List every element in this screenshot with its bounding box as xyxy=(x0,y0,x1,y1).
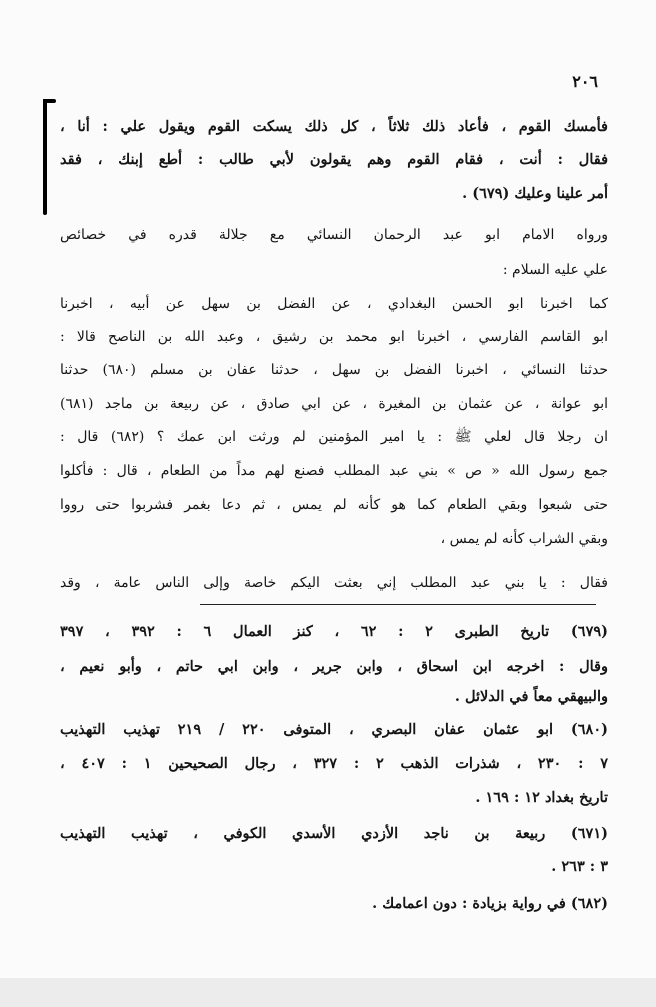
footnote-line-9: (٦٨٢) في رواية بزيادة : دون اعمامك . xyxy=(372,895,608,912)
text-line-3: أمر علينا وعليك (٦٧٩) . xyxy=(462,185,608,202)
text-line-1: فأمسك القوم ، فأعاد ذلك ثلاثاً ، كل ذلك يسكت القوم ويقول علي : أنا ، xyxy=(60,118,608,135)
text-line-6: كما اخبرنا ابو الحسن البغدادي ، عن الفضل بن سهل عن أبيه ، اخبرنا xyxy=(60,296,608,312)
footnote-line-4: (٦٨٠) ابو عثمان عفان البصري ، المتوفى ٢٢٠ / ٢١٩ تهذيب التهذيب xyxy=(60,721,608,738)
footnote-line-8: ٣ : ٢٦٣ . xyxy=(551,858,608,875)
text-line-5: علي عليه السلام : xyxy=(502,262,608,278)
margin-bracket-mark xyxy=(40,98,56,216)
footnote-line-7: (٦٧١) ربيعة بن ناجد الأزدي الأسدي الكوفي ، تهذيب التهذيب xyxy=(60,825,608,842)
text-line-13: وبقي الشراب كأنه لم يمس ، xyxy=(440,531,608,547)
text-line-10: ان رجلا قال لعلي ﷺ : يا امير المؤمنين لم ورثت ابن عمك ؟ (٦٨٢) قال : xyxy=(60,429,608,445)
text-line-14: فقال : يا بني عبد المطلب إني بعثت اليكم خاصة وإلى الناس عامة ، وقد xyxy=(60,575,608,591)
text-line-12: حتى شبعوا وبقي الطعام كما هو كأنه لم يمس ، ثم دعا بغمر فشربوا حتى رووا xyxy=(60,497,608,513)
footnote-line-3: والبيهقي معاً في الدلائل . xyxy=(454,688,608,705)
text-line-9: ابو عوانة ، عن عثمان بن المغيرة ، عن ابي صادق ، عن ربيعة بن ماجد (٦٨١) xyxy=(60,396,608,412)
footnote-line-5: ٧ : ٢٣٠ ، شذرات الذهب ٢ : ٣٢٧ ، رجال الصحيحين ١ : ٤٠٧ ، xyxy=(60,755,608,772)
footnote-line-2: وقال : اخرجه ابن اسحاق ، وابن جرير ، وابن ابي حاتم ، وأبو نعيم ، xyxy=(60,658,608,675)
footnote-line-1: (٦٧٩) تاريخ الطبرى ٢ : ٦٢ ، كنز العمال ٦ : ٣٩٢ ، ٣٩٧ xyxy=(60,623,608,640)
text-line-11: جمع رسول الله « ص » بني عبد المطلب فصنع لهم مداً من الطعام ، قال : فأكلوا xyxy=(60,463,608,479)
text-line-2: فقال : أنت ، فقام القوم وهم يقولون لأبي طالب : أطع إبنك ، فقد xyxy=(60,151,608,168)
bottom-background-band xyxy=(0,978,656,1007)
text-line-4: ورواه الامام ابو عبد الرحمان النسائي مع جلالة قدره في خصائص xyxy=(60,227,608,243)
footnote-line-6: تاريخ بغداد ١٢ : ١٦٩ . xyxy=(475,789,608,806)
footnote-separator xyxy=(200,604,596,605)
text-line-8: حدثنا النسائي ، اخبرنا الفضل بن سهل ، حدثنا عفان بن مسلم (٦٨٠) حدثنا xyxy=(60,362,608,378)
text-line-7: ابو القاسم الفارسي ، اخبرنا ابو محمد بن رشيق ، وعبد الله بن الناصح قالا : xyxy=(60,329,608,345)
page-number: ٢٠٦ xyxy=(572,72,598,91)
